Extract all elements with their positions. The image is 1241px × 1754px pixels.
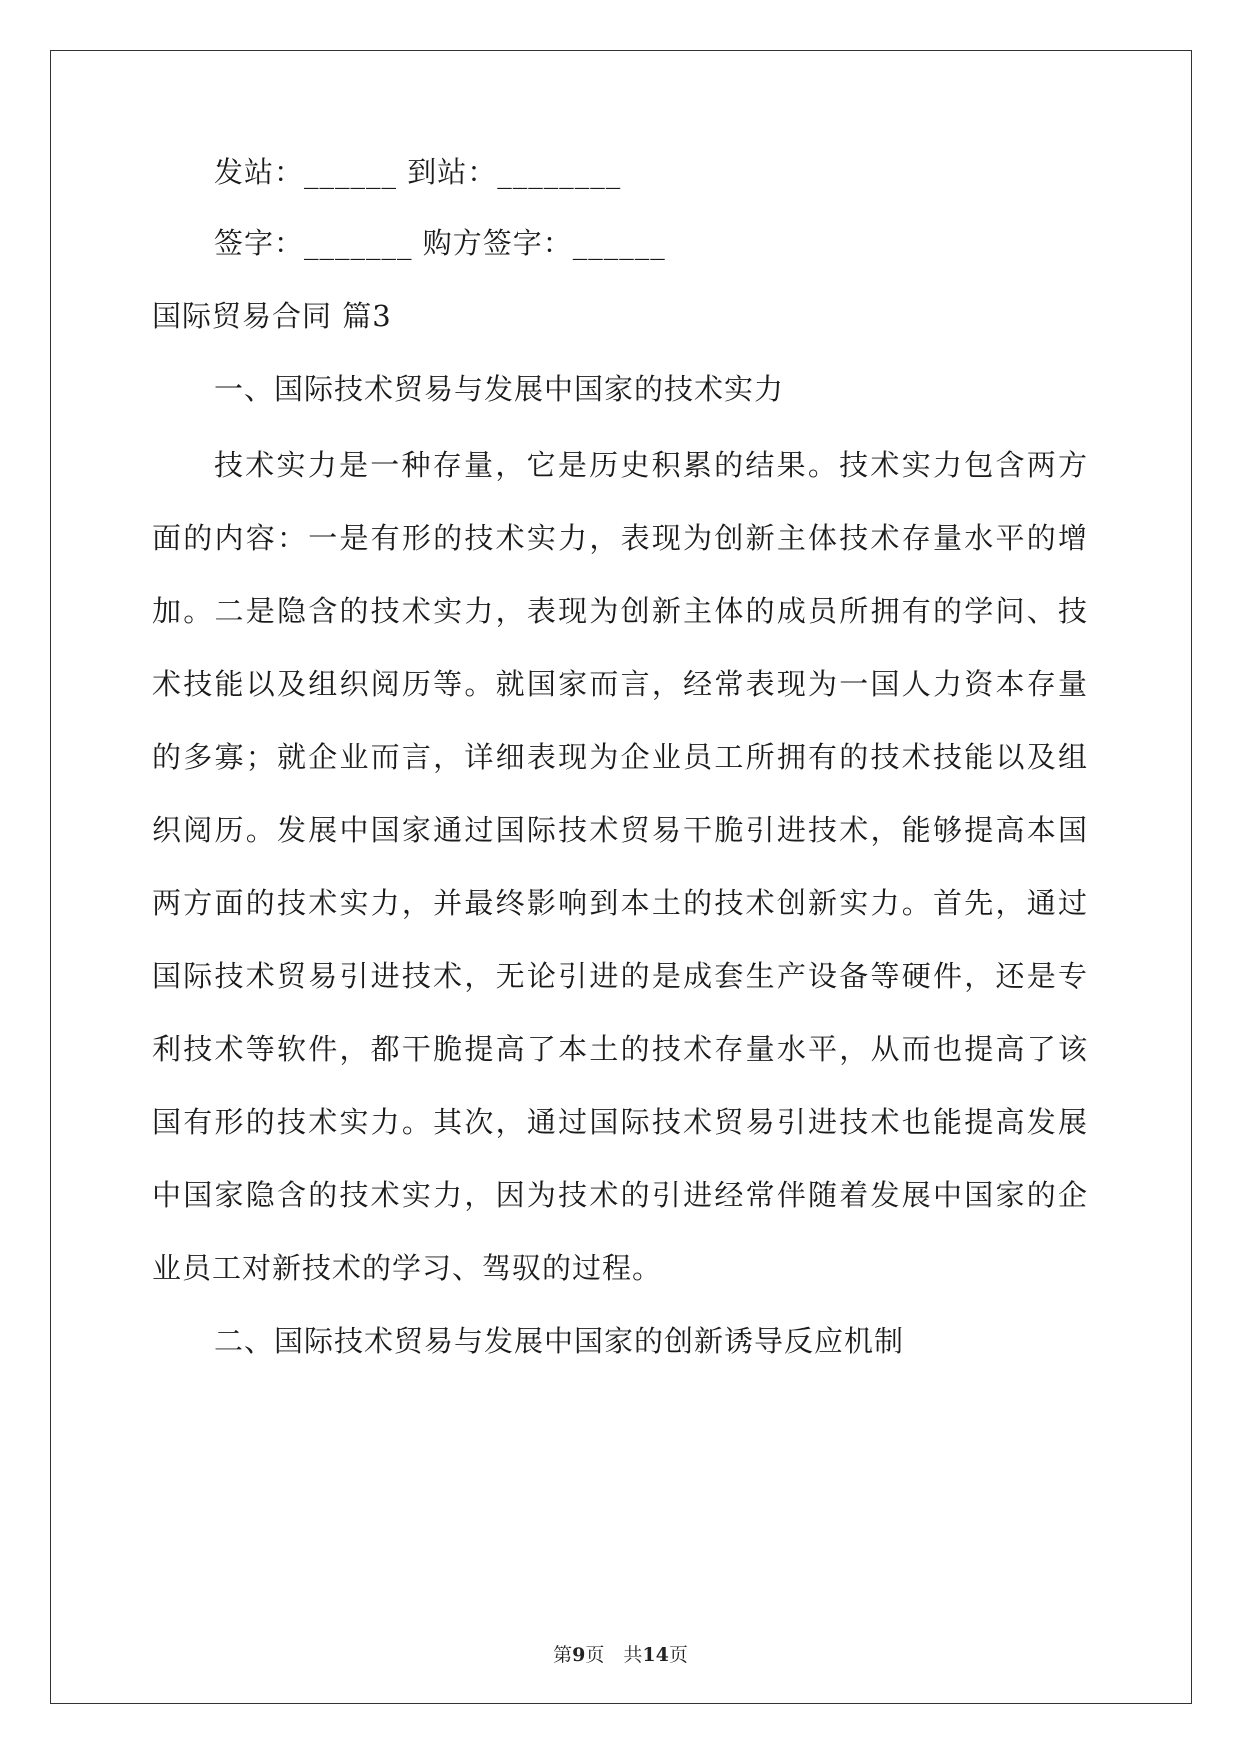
section-title: 国际贸易合同 篇3 bbox=[152, 299, 392, 333]
paragraph-line: 国有形的技术实力。其次，通过国际技术贸易引进技术也能提高发展 bbox=[152, 1105, 1088, 1139]
footer-suffix: 页 bbox=[668, 1644, 688, 1666]
paragraph-line: 业员工对新技术的学习、驾驭的过程。 bbox=[152, 1251, 663, 1285]
paragraph-line: 两方面的技术实力，并最终影响到本土的技术创新实力。首先，通过 bbox=[152, 886, 1088, 920]
paragraph-line: 中国家隐含的技术实力，因为技术的引进经常伴随着发展中国家的企 bbox=[152, 1178, 1088, 1212]
paragraph-line: 织阅历。发展中国家通过国际技术贸易干脆引进技术，能够提高本国 bbox=[152, 813, 1088, 847]
current-page-number: 9 bbox=[572, 1644, 586, 1666]
total-pages-number: 14 bbox=[642, 1644, 669, 1666]
heading-1: 一、国际技术贸易与发展中国家的技术实力 bbox=[214, 372, 785, 406]
paragraph-line: 加。二是隐含的技术实力，表现为创新主体的成员所拥有的学问、技 bbox=[152, 594, 1088, 628]
signature-field: 签字：_______ 购方签字：______ bbox=[214, 226, 666, 260]
heading-2: 二、国际技术贸易与发展中国家的创新诱导反应机制 bbox=[214, 1324, 905, 1358]
page-number-footer bbox=[0, 1643, 1241, 1667]
departure-arrival-field: 发站：______ 到站：________ bbox=[214, 155, 622, 189]
footer-middle: 页 共 bbox=[585, 1644, 643, 1666]
paragraph-line: 利技术等软件，都干脆提高了本土的技术存量水平，从而也提高了该 bbox=[152, 1032, 1088, 1066]
paragraph-line: 技术实力是一种存量，它是历史积累的结果。技术实力包含两方 bbox=[214, 448, 1088, 482]
paragraph-line: 术技能以及组织阅历等。就国家而言，经常表现为一国人力资本存量 bbox=[152, 667, 1088, 701]
footer-prefix: 第 bbox=[553, 1644, 573, 1666]
paragraph-line: 面的内容：一是有形的技术实力，表现为创新主体技术存量水平的增 bbox=[152, 521, 1088, 555]
paragraph-line: 的多寡；就企业而言，详细表现为企业员工所拥有的技术技能以及组 bbox=[152, 740, 1088, 774]
paragraph-line: 国际技术贸易引进技术，无论引进的是成套生产设备等硬件，还是专 bbox=[152, 959, 1088, 993]
